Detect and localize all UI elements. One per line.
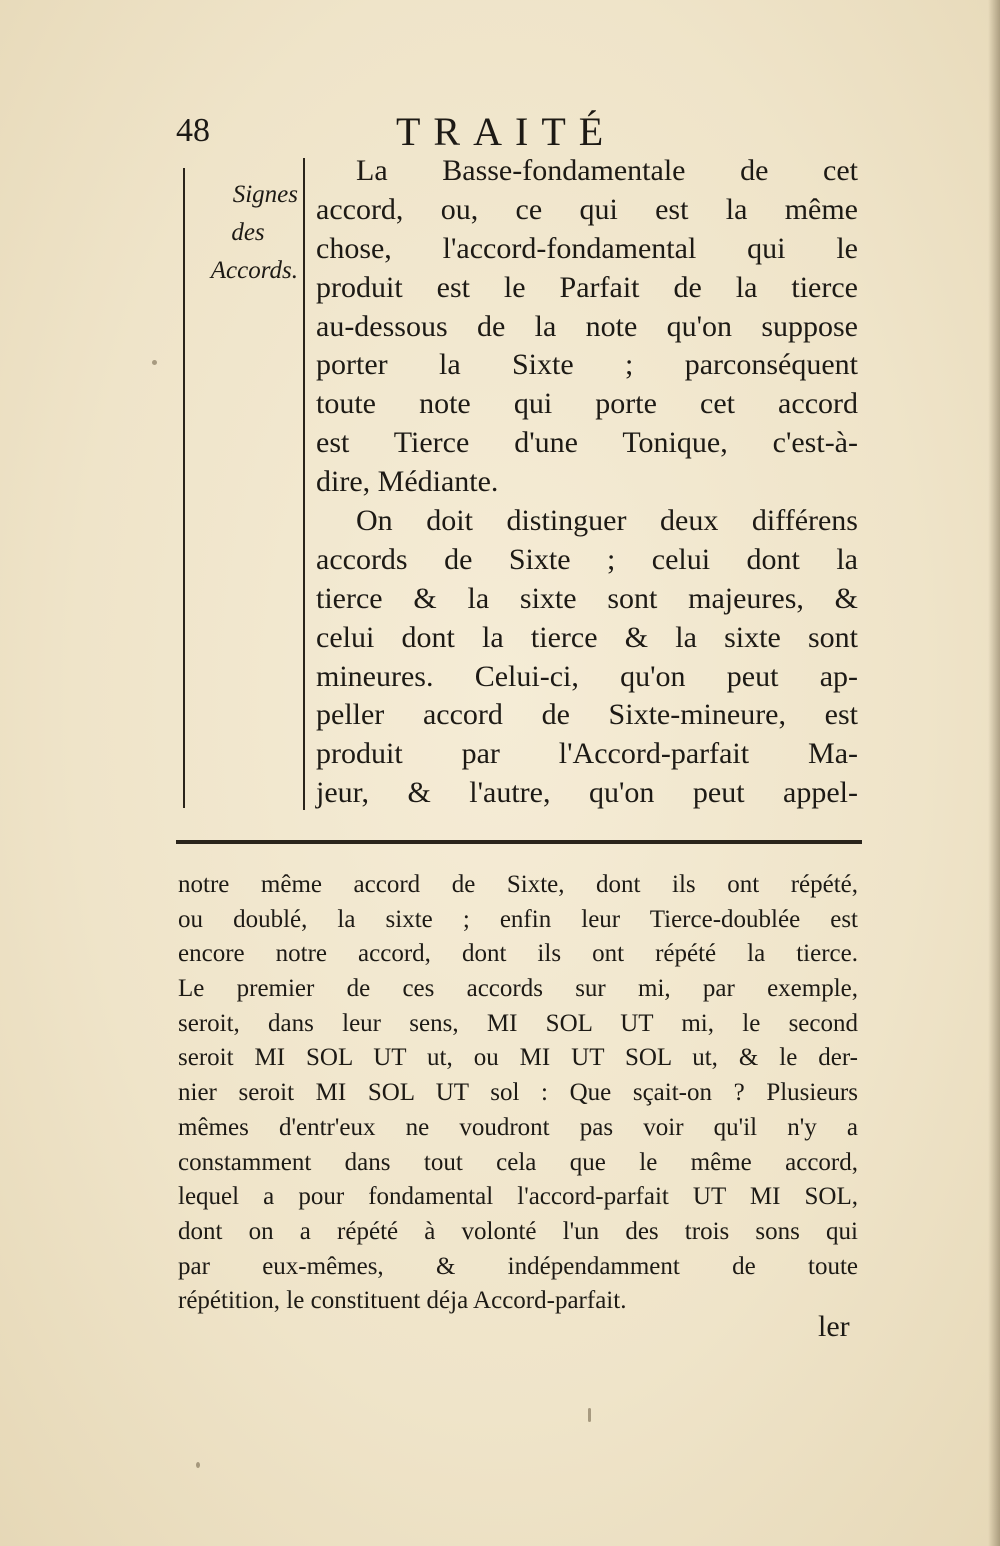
text-line: produit est le Parfait de la tierce <box>316 270 858 304</box>
text-line: accords de Sixte ; celui dont la <box>316 542 858 576</box>
footnote-line: encore notre accord, dont ils ont répété la tierce. <box>178 940 858 968</box>
footnote-line: répétition, le constituent déja Accord-parfait. <box>178 1287 627 1315</box>
ink-spot <box>152 360 157 365</box>
footnote-line: seroit MI SOL UT ut, ou MI UT SOL ut, & le der- <box>178 1044 858 1072</box>
ink-spot <box>588 1408 591 1422</box>
text-line: jeur, & l'autre, qu'on peut appel- <box>316 776 858 810</box>
footnote-line: mêmes d'entr'eux ne voudront pas voir qu'il n'y a <box>178 1113 858 1141</box>
text-line: produit par l'Accord-parfait Ma- <box>316 737 858 771</box>
footnote-line: lequel a pour fondamental l'accord-parfait UT MI SOL, <box>178 1183 858 1211</box>
margin-rule-right <box>303 158 305 810</box>
main-text <box>316 152 858 813</box>
text-line: chose, l'accord-fondamental qui le <box>316 231 858 265</box>
text-line: accord, ou, ce qui est la même <box>316 192 858 226</box>
footnote-separator <box>176 840 862 844</box>
ink-spot <box>196 1462 200 1468</box>
running-title: TRAITÉ <box>396 109 617 154</box>
text-line: est Tierce d'une Tonique, c'est-à- <box>316 426 858 460</box>
footnote-line: nier seroit MI SOL UT sol : Que sçait-on ? Plusieurs <box>178 1079 858 1107</box>
margin-note-line: Signes <box>232 181 298 208</box>
page-number: 48 <box>176 112 210 149</box>
text-line: porter la Sixte ; parconséquent <box>316 348 858 382</box>
text-line: toute note qui porte cet accord <box>316 387 858 421</box>
footnote-line: dont on a répété à volonté l'un des trois sons qui <box>178 1217 858 1245</box>
text-line: mineures. Celui-ci, qu'on peut ap- <box>316 659 858 693</box>
margin-note-line: Accords. <box>210 257 298 284</box>
text-line: tierce & la sixte sont majeures, & <box>316 581 858 615</box>
text-line: La Basse-fondamentale de cet <box>356 154 858 187</box>
text-line: On doit distinguer deux différens <box>356 504 858 538</box>
margin-note <box>190 176 298 290</box>
catchword: ler <box>818 1310 850 1343</box>
footnote-line: constamment dans tout cela que le même accord, <box>178 1148 858 1176</box>
footnote-line: ou doublé, la sixte ; enfin leur Tierce-doublée est <box>178 905 858 933</box>
footnote-line: seroit, dans leur sens, MI SOL UT mi, le second <box>178 1009 858 1037</box>
page-edge-shadow <box>988 0 1000 1546</box>
text-line: celui dont la tierce & la sixte sont <box>316 620 858 654</box>
footnote-line: notre même accord de Sixte, dont ils ont répété, <box>178 871 858 898</box>
text-line: peller accord de Sixte-mineure, est <box>316 698 858 732</box>
footnote-line: Le premier de ces accords sur mi, par exemple, <box>178 975 858 1003</box>
margin-rule-left <box>183 168 185 808</box>
footnote-line: par eux-mêmes, & indépendamment de toute <box>178 1252 858 1280</box>
footnote <box>178 868 858 1319</box>
text-line: au-dessous de la note qu'on suppose <box>316 309 858 343</box>
text-line: dire, Médiante. <box>316 465 499 499</box>
margin-note-line: des <box>231 219 265 246</box>
